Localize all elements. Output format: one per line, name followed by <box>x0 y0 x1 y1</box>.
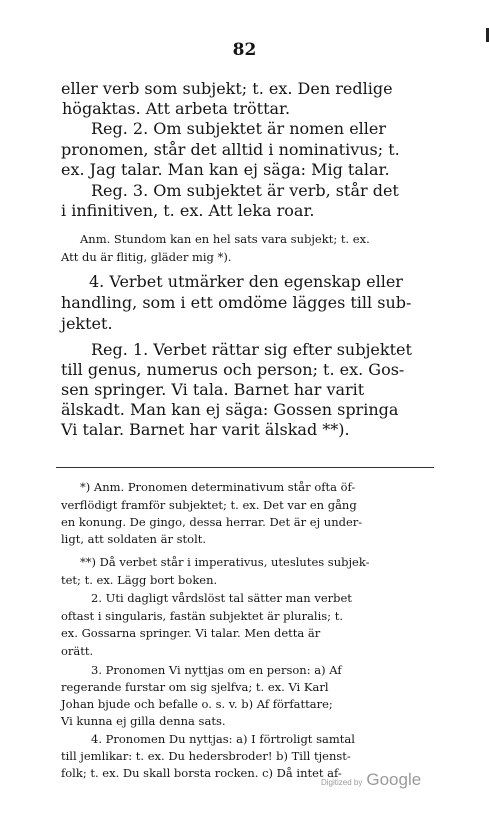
footnote-line: ex. Gossarna springer. Vi talar. Men detta är <box>61 626 321 640</box>
footnote-line: en konung. De gingo, dessa herrar. Det är ej under- <box>61 515 363 529</box>
main-line: Anm. Stundom kan en hel sats vara subjekt; t. ex. <box>80 232 370 246</box>
main-line: Vi talar. Barnet har varit älskad **). <box>61 420 350 439</box>
main-line: ex. Jag talar. Man kan ej säga: Mig talar. <box>61 160 390 179</box>
footnote-line: 4. Pronomen Du nyttjas: a) I förtroligt samtal <box>91 732 355 746</box>
footnote-line: 3. Pronomen Vi nyttjas om en person: a) Af <box>91 663 342 677</box>
main-line: Reg. 3. Om subjektet är verb, står det <box>91 181 399 200</box>
main-line: till genus, numerus och person; t. ex. Gos- <box>61 360 405 379</box>
main-line: i infinitiven, t. ex. Att leka roar. <box>61 201 315 220</box>
google-logo: Google <box>366 770 422 789</box>
main-line: Reg. 2. Om subjektet är nomen eller <box>91 119 387 138</box>
footnote-line: regerande furstar om sig sjelfva; t. ex. Vi Karl <box>61 680 329 694</box>
main-line: Reg. 1. Verbet rättar sig efter subjektet <box>91 340 412 359</box>
watermark-prefix: Digitized by <box>321 778 363 787</box>
page-number: 82 <box>232 40 257 60</box>
footnote-line: till jemlikar: t. ex. Du hedersbroder! b) Till tjenst- <box>61 749 351 763</box>
footnote-line: orätt. <box>61 644 94 658</box>
footnote-line: folk; t. ex. Du skall borsta rocken. c) Då intet af- <box>61 766 342 780</box>
main-line: Att du är flitig, gläder mig *). <box>61 250 232 264</box>
footnote-divider <box>56 467 434 468</box>
main-line: älskadt. Man kan ej säga: Gossen springa <box>61 400 399 419</box>
footnote-line: ligt, att soldaten är stolt. <box>61 532 207 546</box>
footnote-line: verflödigt framför subjektet; t. ex. Det var en gång <box>61 498 357 512</box>
main-line: högaktas. Att arbeta tröttar. <box>62 99 291 118</box>
main-line: 4. Verbet utmärker den egenskap eller <box>89 272 403 291</box>
main-line: eller verb som subjekt; t. ex. Den redlige <box>61 79 393 98</box>
main-line: sen springer. Vi tala. Barnet har varit <box>61 380 365 399</box>
main-line: jektet. <box>61 314 113 333</box>
footnote-line: *) Anm. Pronomen determinativum står ofta öf- <box>80 480 356 494</box>
main-line: handling, som i ett omdöme lägges till sub- <box>61 293 412 312</box>
footnote-line: tet; t. ex. Lägg bort boken. <box>61 573 218 587</box>
footnote-line: Johan bjude och befalle o. s. v. b) Af författare; <box>61 697 333 711</box>
footnote-line: 2. Uti dagligt vårdslöst tal sätter man verbet <box>91 591 352 605</box>
footnote-line: **) Då verbet står i imperativus, uteslutes subjek- <box>80 555 370 569</box>
main-line: pronomen, står det alltid i nominativus; t. <box>61 140 400 159</box>
footnote-line: oftast i singularis, fastän subjektet är pluralis; t. <box>61 609 343 623</box>
digitized-by-google-watermark <box>321 770 421 790</box>
footnote-line: Vi kunna ej gilla denna sats. <box>61 714 226 728</box>
